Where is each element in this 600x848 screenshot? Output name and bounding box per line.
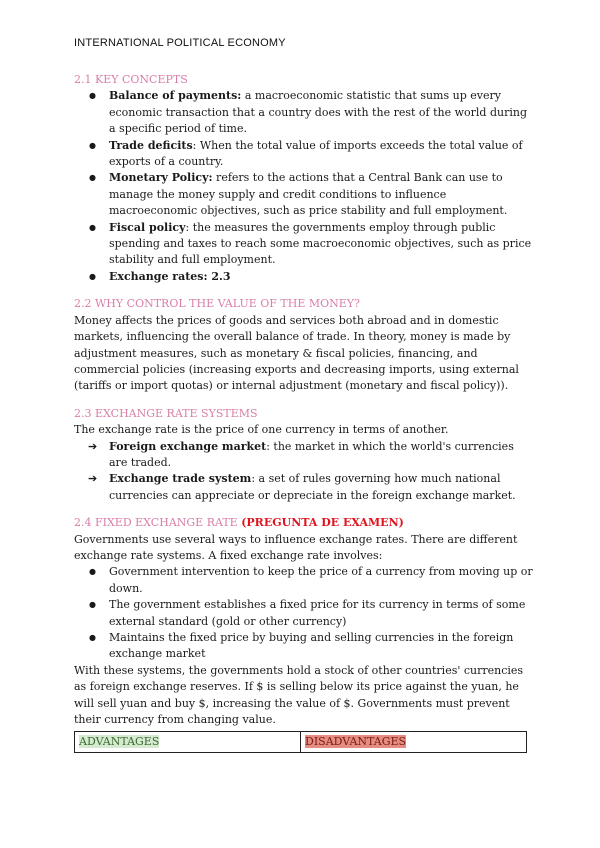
exchange-terms-list xyxy=(74,439,534,505)
section-2-2 xyxy=(74,296,534,394)
section-2-1 xyxy=(74,72,534,285)
definition: : the market in which the world's currencies are traded. xyxy=(109,439,514,469)
term: Monetary Policy: xyxy=(109,171,213,185)
page-header: INTERNATIONAL POLITICAL ECONOMY xyxy=(74,37,286,49)
paragraph: Money affects the prices of goods and services both abroad and in domestic markets, influencing the overall balance of trade. In theory, money is made by adjustment measures, such as monetary & fiscal policies, financing, and commercial policies (increasing exports and decreasing imports, using external (tariffs or import quotas) or internal adjustment (monetary and fiscal policy)). xyxy=(74,313,519,393)
section-heading: 2.2 WHY CONTROL THE VALUE OF THE MONEY? xyxy=(74,297,360,311)
list-item: ● The government establishes a fixed price for its currency in terms of some external standard (gold or other currency) xyxy=(74,597,534,630)
term: Fiscal policy xyxy=(109,220,186,234)
list-item: ● Maintains the fixed price by buying and selling currencies in the foreign exchange market xyxy=(74,630,534,663)
paragraph: With these systems, the governments hold a stock of other countries' currencies as foreign exchange reserves. If $ is selling below its price against the yuan, he will sell yuan and buy $, increasing the value of $. Governments must prevent their currency from changing value. xyxy=(74,663,524,727)
list-item xyxy=(74,471,534,504)
paragraph: The exchange rate is the price of one currency in terms of another. xyxy=(74,423,449,437)
definition: refers to the actions that a Central Bank can use to manage the money supply and credit conditions to influence macroeconomic objectives, such as price stability and full employment. xyxy=(109,171,508,218)
list-item xyxy=(74,269,534,285)
section-2-4 xyxy=(74,515,534,753)
fixed-rate-list xyxy=(74,564,534,662)
list-item: ● Government intervention to keep the price of a currency from moving up or down. xyxy=(74,564,534,597)
term: Trade deficits xyxy=(109,138,193,152)
definition: : a set of rules governing how much national currencies can appreciate or depreciate in the foreign exchange market. xyxy=(109,472,516,502)
key-concepts-list xyxy=(74,88,534,285)
exam-tag: (PREGUNTA DE EXAMEN) xyxy=(241,516,404,530)
pros-cons-table xyxy=(74,731,527,753)
list-item xyxy=(74,170,534,219)
heading-text: 2.4 FIXED EXCHANGE RATE xyxy=(74,516,242,530)
definition: : When the total value of imports exceeds the total value of exports of a country. xyxy=(109,138,523,169)
disadvantages-label: DISADVANTAGES xyxy=(305,735,407,749)
term: Balance of payments: xyxy=(109,89,242,103)
list-item xyxy=(74,220,534,269)
definition: a macroeconomic statistic that sums up every economic transaction that a country does with the rest of the world during a specific period of time. xyxy=(109,89,527,136)
paragraph: Governments use several ways to influence exchange rates. There are different exchange rate systems. A fixed exchange rate involves: xyxy=(74,532,518,562)
definition: : the measures the governments employ through public spending and taxes to reach some macroeconomic objectives, such as price stability and full employment. xyxy=(109,220,532,267)
term: Foreign exchange market xyxy=(109,439,267,453)
list-item xyxy=(74,88,534,137)
term: Exchange rates: 2.3 xyxy=(109,269,231,283)
advantages-label: ADVANTAGES xyxy=(79,735,160,749)
term: Exchange trade system xyxy=(109,472,252,486)
disadvantages-cell xyxy=(301,732,527,753)
section-2-3 xyxy=(74,406,534,504)
list-item xyxy=(74,138,534,171)
advantages-cell xyxy=(75,732,301,753)
document-body xyxy=(74,72,534,764)
list-item xyxy=(74,439,534,472)
section-heading: 2.1 KEY CONCEPTS xyxy=(74,73,188,86)
section-heading xyxy=(74,515,534,531)
section-heading: 2.3 EXCHANGE RATE SYSTEMS xyxy=(74,406,258,420)
table-row xyxy=(75,732,527,753)
